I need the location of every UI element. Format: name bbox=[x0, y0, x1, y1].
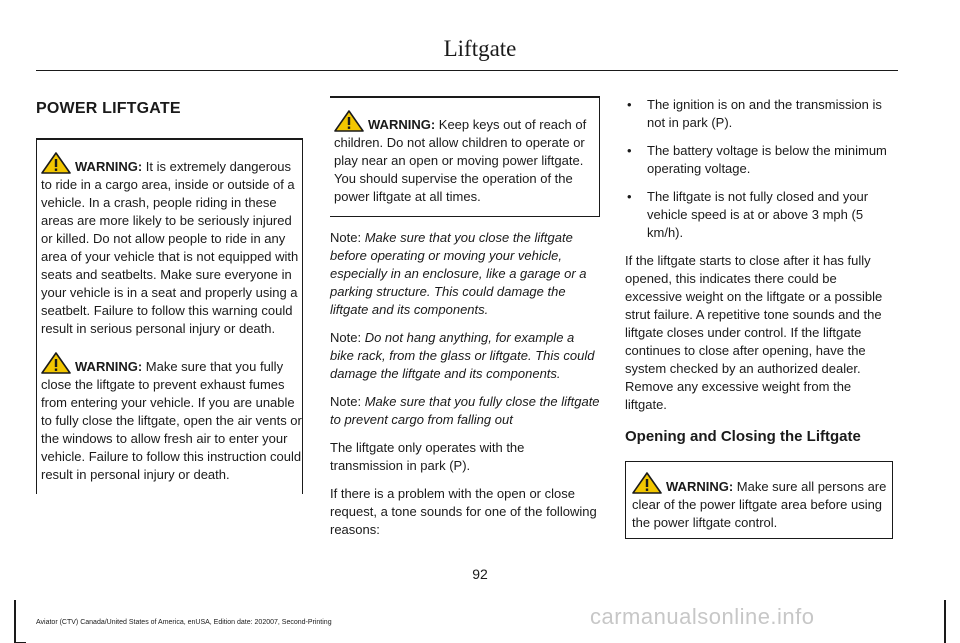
bullet-list bbox=[625, 96, 893, 242]
column-left bbox=[36, 96, 303, 494]
warning-triangle-icon bbox=[41, 152, 71, 174]
warning-paragraph bbox=[632, 472, 888, 532]
paragraph: The liftgate only operates with the transmission in park (P). bbox=[330, 440, 525, 473]
page-number: 92 bbox=[472, 566, 488, 582]
warning-triangle-icon bbox=[632, 472, 662, 494]
note-text: Do not hang anything, for example a bike rack, from the glass or liftgate. This could damage the liftgate and its components. bbox=[330, 330, 595, 381]
warning-paragraph bbox=[41, 152, 302, 338]
paragraph: If there is a problem with the open or close request, a tone sounds for one of the following reasons: bbox=[330, 486, 597, 537]
warning-label: WARNING: bbox=[666, 479, 734, 494]
warning-text: It is extremely dangerous to ride in a cargo area, inside or outside of a vehicle. In a crash, people riding in these areas are more likely to be seriously injured or killed. Do not allow people to ride in any area of your vehicle that is not equipped with seats and seatbelts. Make sure everyone in your vehicle is in a seat and properly using a seatbelt. Failure to follow this warning could result in serious personal injury or death. bbox=[41, 159, 299, 336]
note-label: Note: bbox=[330, 230, 362, 245]
note-label: Note: bbox=[330, 394, 362, 409]
note bbox=[330, 393, 600, 429]
list-item: • The ignition is on and the transmission is not in park (P). bbox=[625, 96, 893, 132]
warning-triangle-icon bbox=[41, 352, 71, 374]
warning-box bbox=[330, 96, 600, 217]
note bbox=[330, 329, 600, 383]
note-label: Note: bbox=[330, 330, 362, 345]
note-text: Make sure that you fully close the liftgate to prevent cargo from falling out bbox=[330, 394, 600, 427]
crop-mark bbox=[14, 600, 16, 643]
crop-mark bbox=[944, 600, 946, 643]
note bbox=[330, 229, 600, 319]
note-text: Make sure that you close the liftgate before operating or moving your vehicle, especially in an enclosure, like a garage or a parking structure. This could damage the liftgate and its components. bbox=[330, 230, 587, 317]
warning-paragraph bbox=[330, 110, 599, 206]
list-item: • The battery voltage is below the minimum operating voltage. bbox=[625, 142, 893, 178]
warning-text: Make sure that you fully close the liftgate to prevent exhaust fumes from entering your vehicle. If you are unable to fully close the liftgate, open the air vents or the windows to allow fresh air to enter your vehicle. Failure to follow this instruction could result in personal injury or death. bbox=[41, 359, 302, 482]
warning-box bbox=[36, 138, 303, 494]
page-header-title: Liftgate bbox=[443, 36, 517, 61]
header-rule bbox=[36, 70, 898, 71]
warning-text: Make sure all persons are clear of the power liftgate area before using the power liftgate control. bbox=[632, 479, 887, 530]
warning-text: Keep keys out of reach of children. Do not allow children to operate or play near an open or moving power liftgate. You should supervise the operation of the power liftgate at all times. bbox=[334, 117, 587, 204]
paragraph: If the liftgate starts to close after it has fully opened, this indicates there could be excessive weight on the liftgate or a possible strut failure. A repetitive tone sounds and the liftgate closes under control. If the liftgate continues to close after opening, have the system checked by an authorized dealer. Remove any excessive weight from the liftgate. bbox=[625, 253, 883, 412]
warning-label: WARNING: bbox=[75, 359, 143, 374]
list-item: • The liftgate is not fully closed and your vehicle speed is at or above 3 mph (5 km/h). bbox=[625, 188, 893, 242]
section-title: POWER LIFTGATE bbox=[36, 100, 181, 117]
warning-triangle-icon bbox=[334, 110, 364, 132]
warning-paragraph bbox=[41, 352, 302, 484]
column-middle bbox=[330, 96, 600, 549]
warning-label: WARNING: bbox=[75, 159, 143, 174]
warning-label: WARNING: bbox=[368, 117, 436, 132]
column-right bbox=[625, 96, 893, 539]
subsection-title: Opening and Closing the Liftgate bbox=[625, 428, 861, 445]
warning-box bbox=[625, 461, 893, 539]
edition-info: Aviator (CTV) Canada/United States of America, enUSA, Edition date: 202007, Second-Printing bbox=[36, 619, 332, 626]
watermark: carmanualsonline.info bbox=[590, 604, 815, 629]
